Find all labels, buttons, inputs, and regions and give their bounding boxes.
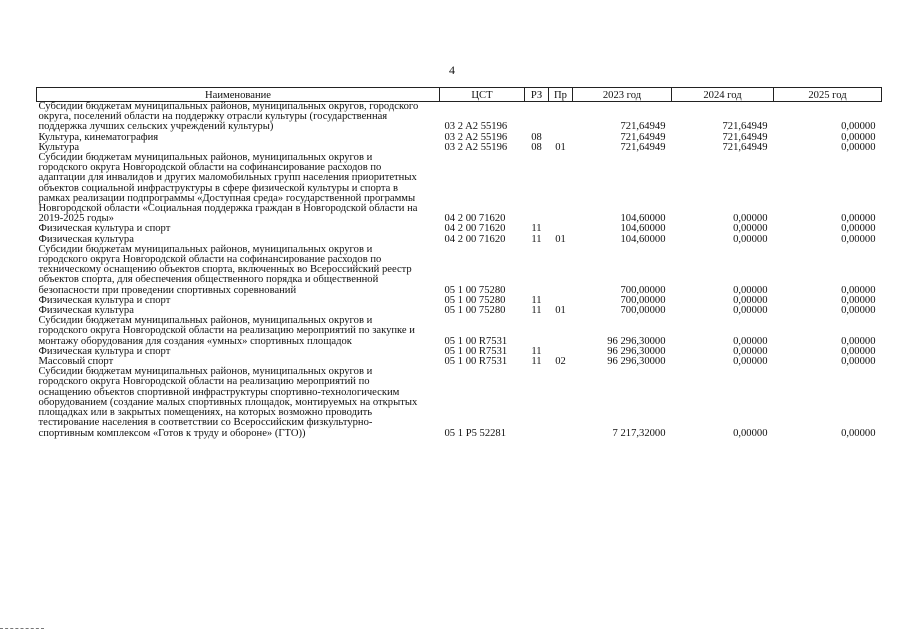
row-name: Субсидии бюджетам муниципальных районов, муниципальных округов и городского округа Новгородской области на реализацию мероприятий по оснащению объектов спортивной инфраструктуры спортивно-технологическим оборудованием (создание малых спортивных площадок, монтируемых на открытых площадках или в закрытых помещениях, на которых возможно проводить тестирование населения в соответствии со Всероссийским физкультурно-спортивным комплексом «Готов к труду и обороне» (ГТО)) — [38, 366, 418, 439]
row-cst: 04 2 00 71620 — [444, 223, 506, 235]
page-number: 4 — [449, 63, 455, 77]
row-name: Субсидии бюджетам муниципальных районов, муниципальных округов и городского округа Новгородской области на реализацию мероприятий по закупке и монтажу оборудования для создания «умных» спортивных площадок — [38, 315, 415, 347]
header-rz: РЗ — [525, 88, 549, 102]
row-cst: 04 2 00 71620 — [444, 213, 506, 225]
row-value-2025: 0,00000 — [841, 356, 876, 368]
row-rz: 08 — [531, 131, 542, 143]
budget-table — [36, 87, 882, 439]
table-row — [37, 367, 882, 438]
table-row — [37, 245, 882, 296]
row-cst: 05 1 00 75280 — [444, 284, 506, 296]
row-value-2024: 0,00000 — [733, 294, 768, 306]
row-value-2024: 0,00000 — [733, 284, 768, 296]
row-pr — [549, 367, 573, 438]
row-pr: 01 — [555, 141, 566, 153]
row-name: Субсидии бюджетам муниципальных районов, муниципальных округов, городского округа, поселений области на поддержку отрасли культуры (государственная поддержка лучших сельских учреждений культуры) — [38, 101, 419, 133]
row-value-2023: 7 217,32000 — [612, 427, 666, 439]
header-2023: 2023 год — [573, 88, 672, 102]
row-rz — [525, 367, 549, 438]
row-value-2024: 0,00000 — [733, 223, 768, 235]
table-body — [37, 102, 882, 439]
row-value-2023: 721,64949 — [620, 121, 666, 133]
row-value-2024: 0,00000 — [733, 213, 768, 225]
row-value-2024: 0,00000 — [733, 345, 768, 357]
row-name: Физическая культура — [38, 233, 134, 245]
row-name: Физическая культура и спорт — [38, 223, 171, 235]
row-value-2025: 0,00000 — [841, 427, 876, 439]
row-value-2025: 0,00000 — [841, 131, 876, 143]
header-2024: 2024 год — [672, 88, 774, 102]
row-value-2025: 0,00000 — [841, 213, 876, 225]
row-pr — [549, 245, 573, 296]
table-header-row — [37, 88, 882, 102]
row-name: Культура, кинематография — [38, 131, 159, 143]
row-name: Физическая культура и спорт — [38, 345, 171, 357]
row-cst: 05 1 00 R7531 — [444, 356, 508, 368]
row-cst: 03 2 A2 55196 — [444, 131, 508, 143]
row-value-2024: 721,64949 — [722, 131, 768, 143]
table-row — [37, 316, 882, 347]
row-value-2023: 700,00000 — [620, 305, 666, 317]
row-value-2025: 0,00000 — [841, 294, 876, 306]
row-pr — [549, 102, 573, 133]
footer-divider — [0, 628, 44, 629]
row-cst: 05 1 00 75280 — [444, 305, 506, 317]
row-value-2024: 0,00000 — [733, 233, 768, 245]
row-value-2024: 0,00000 — [733, 356, 768, 368]
row-name: Физическая культура — [38, 305, 134, 317]
row-value-2023: 700,00000 — [620, 294, 666, 306]
row-rz — [525, 153, 549, 224]
row-value-2023: 96 296,30000 — [607, 356, 666, 368]
row-rz: 11 — [531, 356, 542, 368]
table-row — [37, 153, 882, 224]
row-value-2023: 104,60000 — [620, 233, 666, 245]
row-value-2025: 0,00000 — [841, 335, 876, 347]
row-rz — [525, 102, 549, 133]
header-name: Наименование — [37, 88, 440, 102]
row-value-2025: 0,00000 — [841, 141, 876, 153]
header-cst: ЦСТ — [440, 88, 525, 102]
row-name: Субсидии бюджетам муниципальных районов, муниципальных округов и городского округа Новгородской области на софинансирование расходов по адаптации для инвалидов и других маломобильных групп населения приоритетных объектов социальной инфраструктуры в сфере физической культуры и спорта в рамках реализации подпрограммы «Доступная среда» государственной программы Новгородской области «Социальная поддержка граждан в Новгородской области на 2019-2025 годы» — [38, 152, 418, 225]
row-rz: 11 — [531, 223, 542, 235]
row-cst: 05 1 00 R7531 — [444, 335, 508, 347]
row-value-2024: 0,00000 — [733, 335, 768, 347]
row-value-2024: 0,00000 — [733, 305, 768, 317]
row-value-2024: 721,64949 — [722, 121, 768, 133]
row-value-2024: 0,00000 — [733, 427, 768, 439]
row-cst: 03 2 A2 55196 — [444, 121, 508, 133]
row-value-2025: 0,00000 — [841, 305, 876, 317]
row-value-2025: 0,00000 — [841, 284, 876, 296]
row-value-2025: 0,00000 — [841, 233, 876, 245]
row-rz: 11 — [531, 294, 542, 306]
row-name: Субсидии бюджетам муниципальных районов, муниципальных округов и городского округа Новгородской области на софинансирование расходов по техническому оснащению объектов спорта, включенных во Всероссийский реестр объектов спорта, для обеспечения общественного порядка и общественной безопасности при проведении спортивных соревнований — [38, 243, 412, 296]
row-rz: 11 — [531, 233, 542, 245]
table-row — [37, 102, 882, 133]
row-value-2023: 104,60000 — [620, 213, 666, 225]
row-cst: 05 1 P5 52281 — [444, 427, 507, 439]
row-value-2023: 104,60000 — [620, 223, 666, 235]
row-value-2023: 96 296,30000 — [607, 335, 666, 347]
row-value-2025: 0,00000 — [841, 121, 876, 133]
row-value-2023: 721,64949 — [620, 131, 666, 143]
row-name: Физическая культура и спорт — [38, 294, 171, 306]
row-cst: 05 1 00 R7531 — [444, 345, 508, 357]
row-pr: 01 — [555, 233, 566, 245]
row-pr — [549, 153, 573, 224]
row-cst: 04 2 00 71620 — [444, 233, 506, 245]
row-name: Массовый спорт — [38, 356, 114, 368]
row-value-2023: 721,64949 — [620, 141, 666, 153]
row-pr — [549, 316, 573, 347]
row-cst: 05 1 00 75280 — [444, 294, 506, 306]
header-pr: Пр — [549, 88, 573, 102]
row-pr: 02 — [555, 356, 566, 368]
row-rz: 11 — [531, 305, 542, 317]
header-2025: 2025 год — [774, 88, 882, 102]
row-rz — [525, 316, 549, 347]
row-value-2023: 96 296,30000 — [607, 345, 666, 357]
row-name: Культура — [38, 141, 80, 153]
row-value-2025: 0,00000 — [841, 345, 876, 357]
row-value-2023: 700,00000 — [620, 284, 666, 296]
row-rz — [525, 245, 549, 296]
row-rz: 11 — [531, 345, 542, 357]
row-rz: 08 — [531, 141, 542, 153]
row-value-2024: 721,64949 — [722, 141, 768, 153]
row-cst: 03 2 A2 55196 — [444, 141, 508, 153]
row-value-2025: 0,00000 — [841, 223, 876, 235]
row-pr: 01 — [555, 305, 566, 317]
